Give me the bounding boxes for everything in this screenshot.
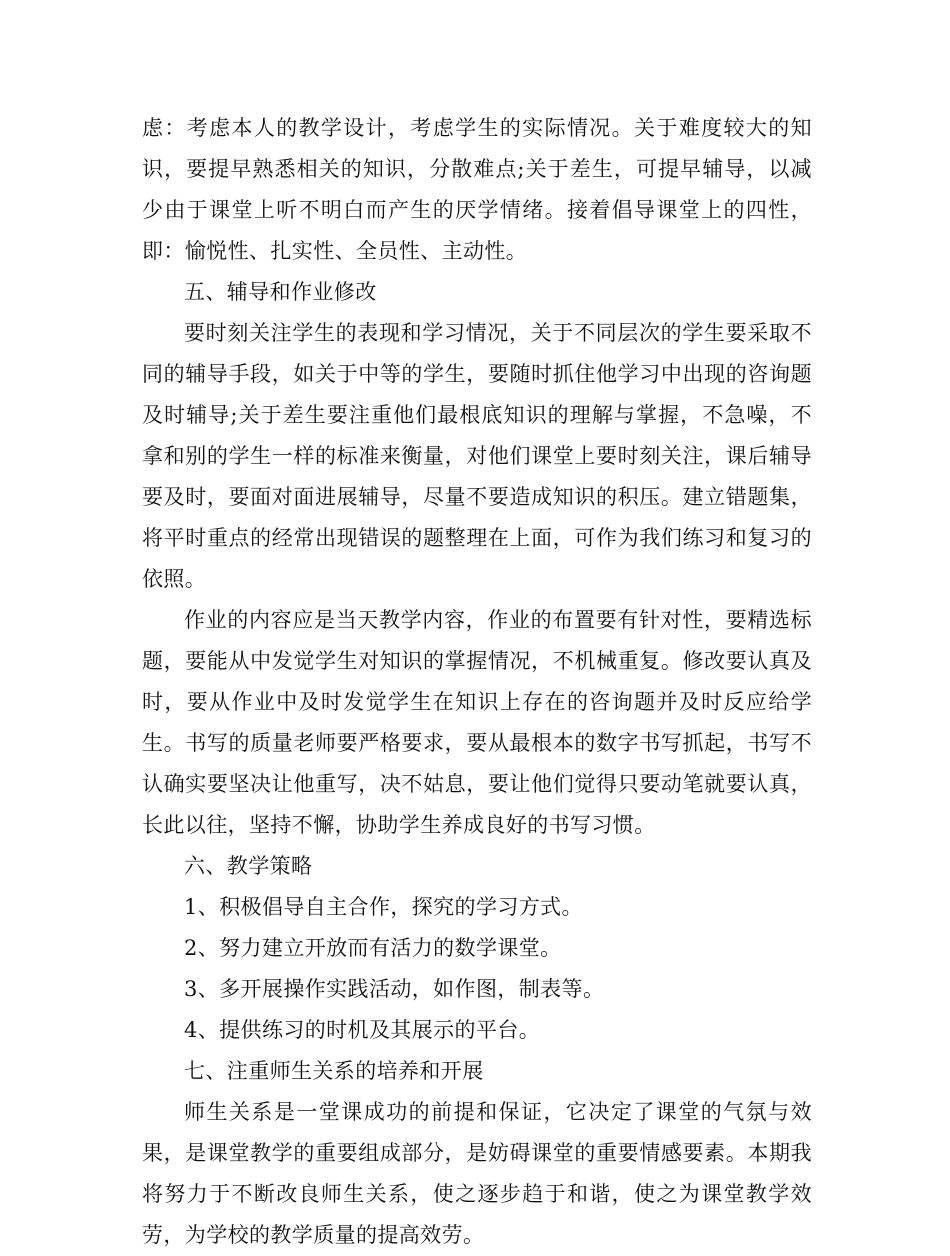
section-heading-tutoring-homework: 五、辅导和作业修改 xyxy=(184,280,377,304)
paragraph-continuation: 虑：考虑本人的教学设计，考虑学生的实际情况。关于难度较大的知识，要提早熟悉相关的知识，分散难点;关于差生，可提早辅导，以减少由于课堂上听不明白而产生的厌学情绪。接着倡导课堂上的四性，即：愉悦性、扎实性、全员性、主动性。 xyxy=(142,116,812,263)
paragraph-homework: 作业的内容应是当天教学内容，作业的布置要有针对性，要精选标题，要能从中发觉学生对知识的掌握情况，不机械重复。修改要认真及时，要从作业中及时发觉学生在知识上存在的咨询题并及时反应给学生。书写的质量老师要严格要求，要从最根本的数字书写抓起，书写不认确实要坚决让他重写，决不姑息，要让他们觉得只要动笔就要认真，长此以往，坚持不懈，协助学生养成良好的书写习惯。 xyxy=(142,608,812,837)
paragraph-tutoring: 要时刻关注学生的表现和学习情况，关于不同层次的学生要采取不同的辅导手段，如关于中等的学生，要随时抓住他学习中出现的咨询题及时辅导;关于差生要注重他们最根底知识的理解与掌握，不急噪，不拿和别的学生一样的标准来衡量，对他们课堂上要时刻关注，课后辅导要及时，要面对面进展辅导，尽量不要造成知识的积压。建立错题集，将平时重点的经常出现错误的题整理在上面，可作为我们练习和复习的依照。 xyxy=(142,321,812,591)
list-item-strategy-4: 4、提供练习的时机及其展示的平台。 xyxy=(184,1018,541,1042)
document-body xyxy=(142,108,812,1256)
section-heading-teaching-strategy: 六、教学策略 xyxy=(184,854,313,878)
paragraph-teacher-student: 师生关系是一堂课成功的前提和保证，它决定了课堂的气氛与效果，是课堂教学的重要组成部分，是妨碍课堂的重要情感要素。本期我将努力于不断改良师生关系，使之逐步趋于和谐，使之为课堂教学效劳，为学校的教学质量的提高效劳。 xyxy=(142,1100,812,1247)
section-heading-teacher-student: 七、注重师生关系的培养和开展 xyxy=(184,1059,484,1083)
list-item-strategy-1: 1、积极倡导自主合作，探究的学习方式。 xyxy=(184,895,583,919)
list-item-strategy-2: 2、努力建立开放而有活力的数学课堂。 xyxy=(184,936,562,960)
list-item-strategy-3: 3、多开展操作实践活动，如作图，制表等。 xyxy=(184,977,605,1001)
